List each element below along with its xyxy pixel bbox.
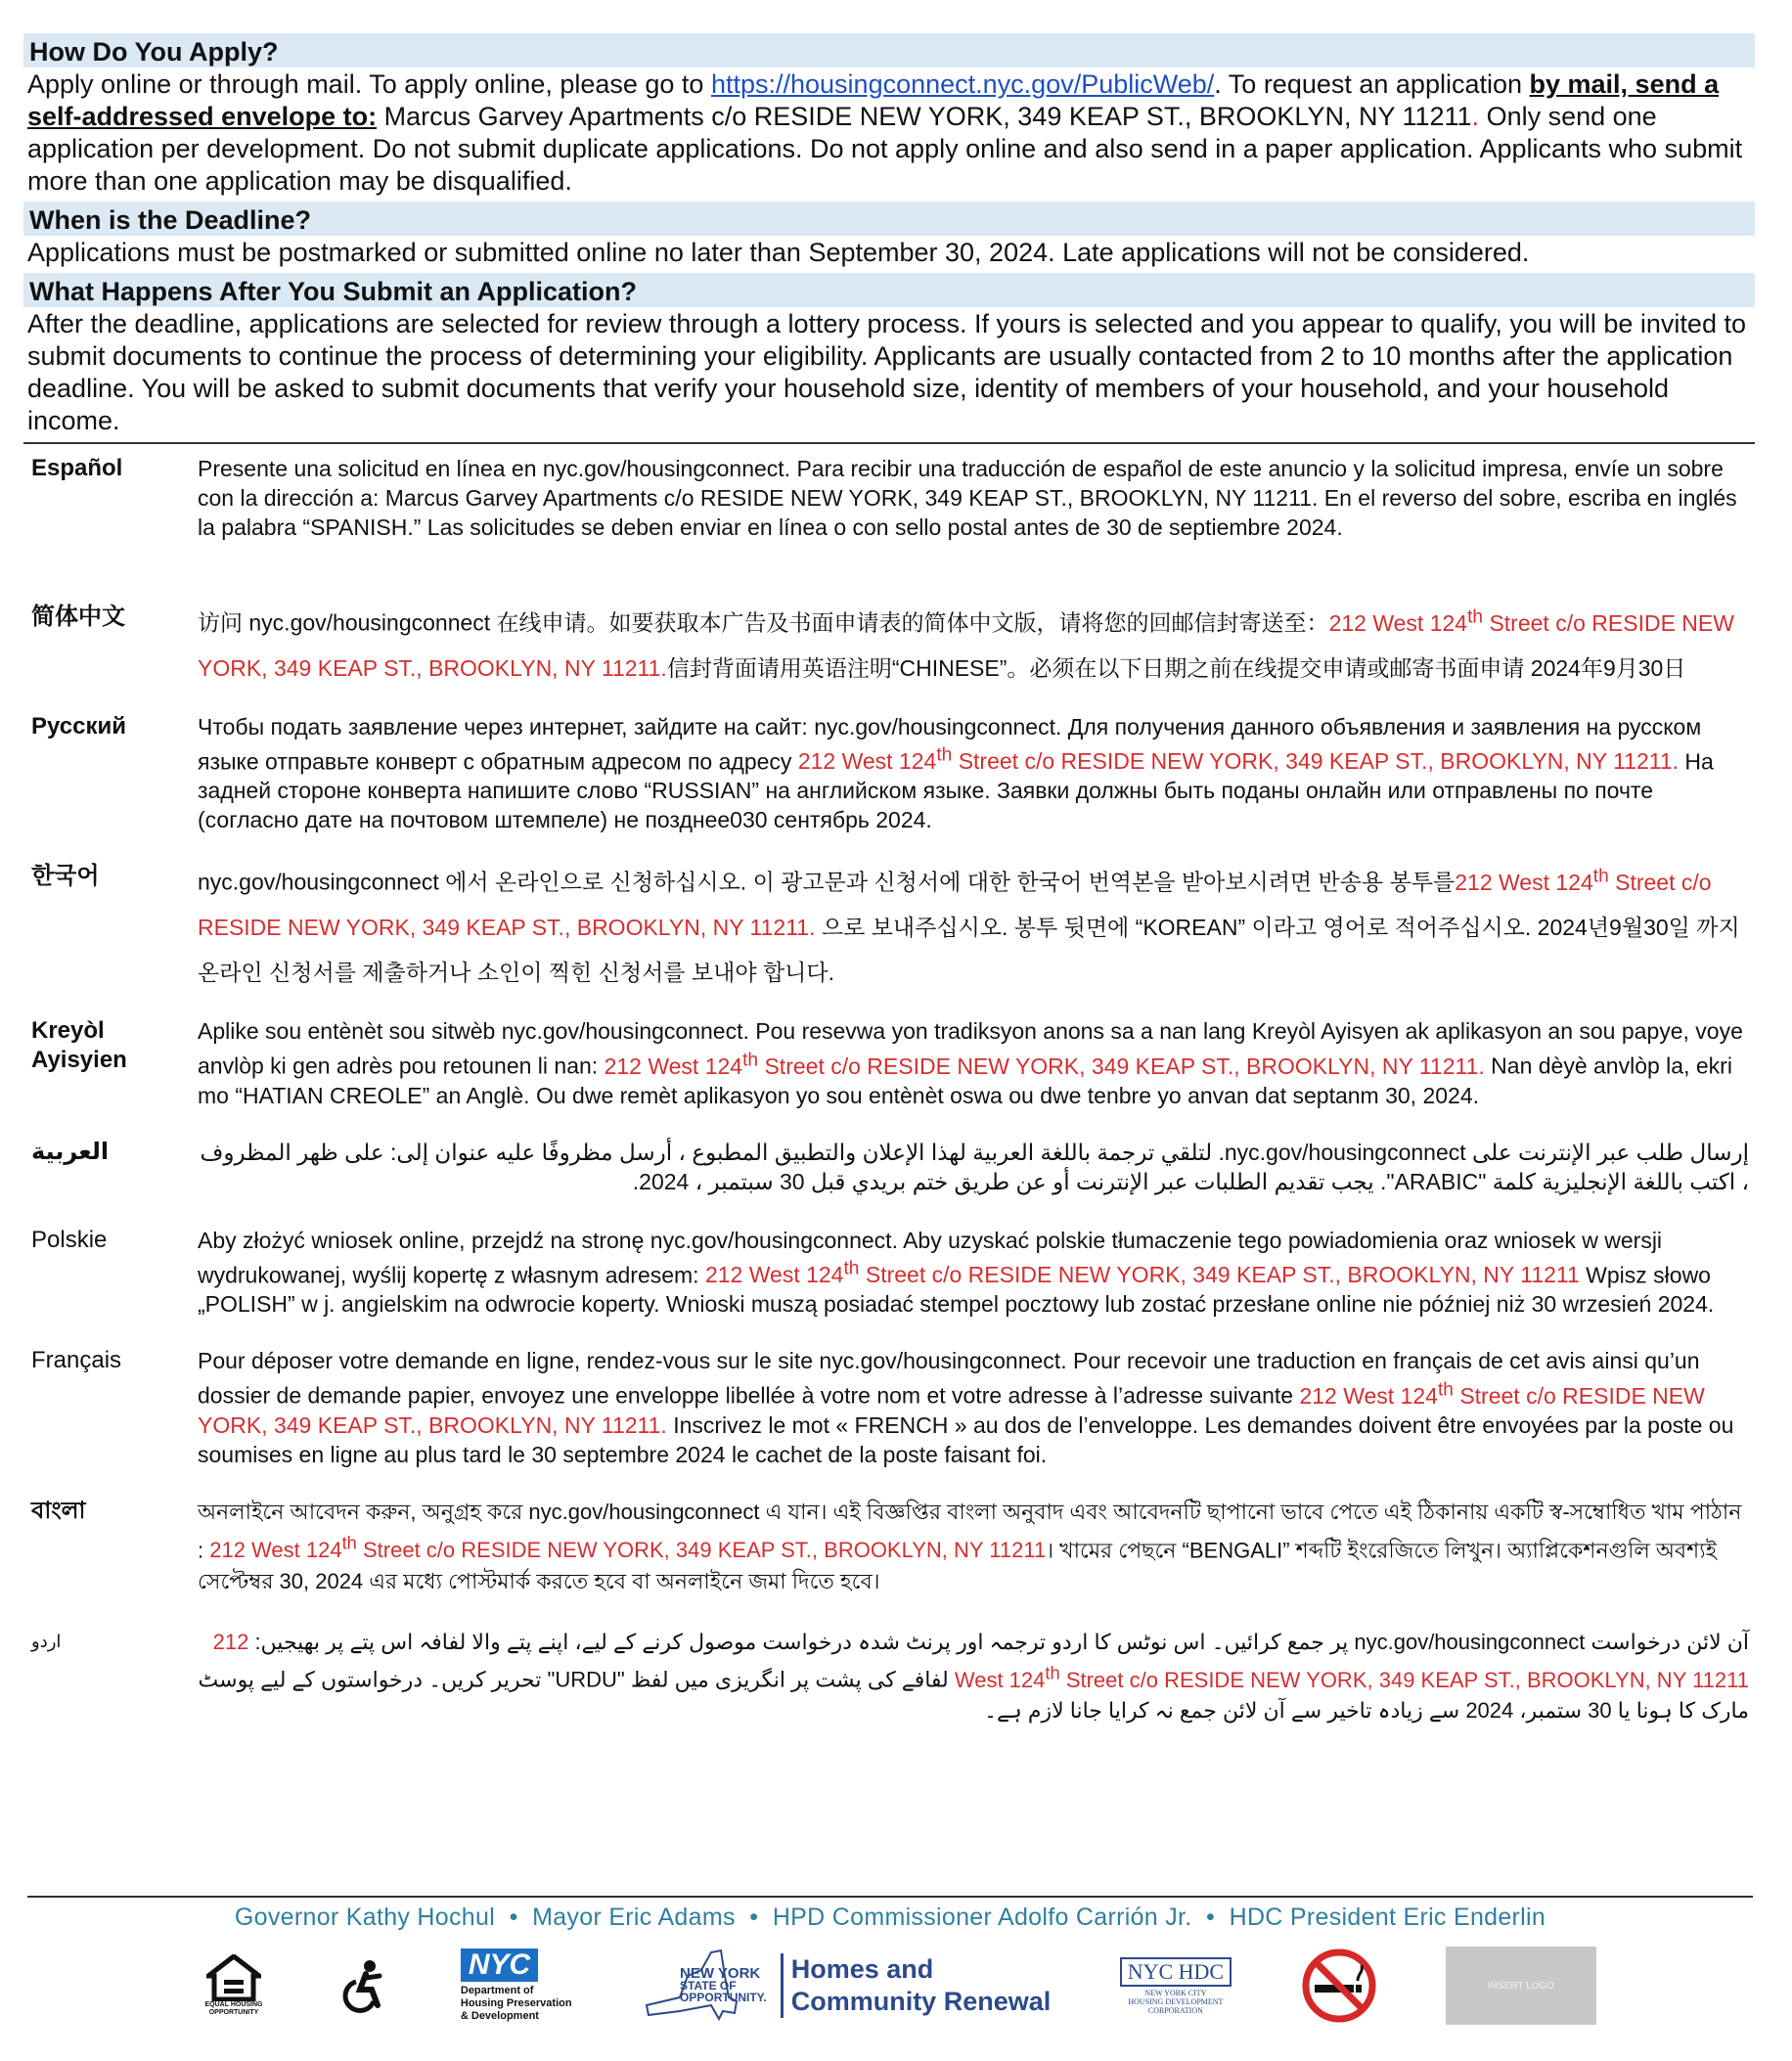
- governor-name: Governor Kathy Hochul: [234, 1904, 496, 1931]
- nys-text: NEW YORK STATE OF OPPORTUNITY.: [680, 1965, 767, 2004]
- lang-block-bengali: [23, 1497, 1755, 1597]
- nyc-wordmark: NYC: [461, 1949, 538, 1982]
- lang-name-creole: Kreyòl Ayisyien: [31, 1016, 127, 1073]
- polish-address: 212 West 124th Street c/o RESIDE NEW YORK, 349 KEAP ST., BROOKLYN, NY 11211: [704, 1258, 1580, 1288]
- lang-name-french: Français: [31, 1347, 122, 1374]
- russian-address: 212 West 124th Street c/o RESIDE NEW YORK, 349 KEAP ST., BROOKLYN, NY 11211.: [797, 744, 1680, 775]
- lang-block-spanish: [23, 454, 1755, 542]
- lang-text-chinese: 访问 nyc.gov/housingconnect 在线申请。如要获取本广告及书面申请表的简体中文版，请将您的回邮信封寄送至：212 West 124th Street c/o RESIDE NEW YORK, 349 KEAP ST., BROOKLYN, NY 11211.信封背面请用英语注明“CHINESE”。必须在以下日期之前在线提交申请或邮寄书面申请 2024年9月30日: [198, 606, 1734, 681]
- lang-name-russian: Русский: [31, 712, 126, 739]
- apply-address-dot: .: [1471, 102, 1480, 131]
- bengali-address: 212 West 124th Street c/o RESIDE NEW YORK, 349 KEAP ST., BROOKLYN, NY 11211: [209, 1532, 1047, 1563]
- apply-mail-intro: . To request an application: [1214, 69, 1530, 99]
- lang-block-urdu: [23, 1627, 1755, 1725]
- apply-heading: How Do You Apply?: [23, 33, 1755, 67]
- deadline-body: Applications must be postmarked or submitted online no later than September 30, 2024. Late applications will not be considered.: [27, 238, 1530, 267]
- no-smoking-icon: [1301, 1948, 1377, 2024]
- no-smoking-logo: [1301, 1948, 1377, 2024]
- nyc-hdc-logo: [1120, 1957, 1232, 2015]
- lang-text-creole: Aplike sou entènèt sou sitwèb nyc.gov/housingconnect. Pou resevwa yon tradiksyon anons sa a nan lang Kreyòl Ayisyen ak aplikasyon an sou papye, voye anvlòp ki gen adrès pou retounen li nan: 212 West 124th Street c/o RESIDE NEW YORK, 349 KEAP ST., BROOKLYN, NY 11211. Nan dèyè anvlòp la, ekri mo “HATIAN CREOLE” an Anglè. Ou dwe remèt aplikasyon yo sou entènèt oswa ou dwe tenbre yo anvan dat septanm 30, 2024.: [198, 1017, 1743, 1108]
- lang-text-polish: Aby złożyć wniosek online, przejdź na stronę nyc.gov/housingconnect. Aby uzyskać polskie tłumaczenie tego powiadomienia oraz wniosek w wersji wydrukowanej, wyślij kopertę z własnym adresem: 212 West 124th Street c/o RESIDE NEW YORK, 349 KEAP ST., BROOKLYN, NY 11211 Wpisz słowo „POLISH” w j. angielskim na odwrocie koperty. Wnioski muszą posiadać stempel pocztowy lub zostać przesłane online nie później niż 30 wrzesień 2024.: [198, 1227, 1715, 1318]
- hdc-wordmark: NYC HDC: [1120, 1957, 1232, 1987]
- lang-block-creole: [23, 1016, 1755, 1110]
- lang-name-korean: 한국어: [31, 863, 100, 890]
- lang-text-french: Pour déposer votre demande en ligne, rendez-vous sur le site nyc.gov/housingconnect. Pour recevoir une traduction en français de cet avis ainsi qu’un dossier de demande papier, envoyez une enveloppe libellée à votre nom et votre adresse à l’adresse suivante 212 West 124th Street c/o RESIDE NEW YORK, 349 KEAP ST., BROOKLYN, NY 11211. Inscrivez le mot « FRENCH » au dos de l’enveloppe. Les demandes doivent être envoyées par la poste ou soumises en ligne au plus tard le 30 septembre 2024 le cachet de la poste faisant foi.: [198, 1348, 1734, 1467]
- lang-name-chinese: 简体中文: [31, 604, 125, 630]
- apply-intro: Apply online or through mail. To apply online, please go to: [27, 69, 711, 99]
- lang-name-urdu: اردو: [31, 1632, 62, 1652]
- wheelchair-icon: [336, 1958, 391, 2013]
- insert-logo-placeholder: [1446, 1947, 1596, 2025]
- lang-text-russian: Чтобы подать заявление через интернет, зайдите на сайт: nyc.gov/housingconnect. Для получения данного объявления и заявления на русском языке отправьте конверт с обратным адресом по адресу 212 West 124th Street c/o RESIDE NEW YORK, 349 KEAP ST., BROOKLYN, NY 11211. На задней стороне конверта напишите слово “RUSSIAN” на английском языке. Заявки должны быть поданы онлайн или отправлены по почте (согласно дате на почтовом штемпеле) не позднее030 сентябрь 2024.: [198, 713, 1714, 833]
- lang-block-french: [23, 1346, 1755, 1469]
- logo-strip: [27, 1932, 1753, 2039]
- section-divider: [23, 442, 1755, 444]
- lang-block-polish: [23, 1226, 1755, 1320]
- korean-address: 212 West 124th Street c/o RESIDE NEW YORK, 349 KEAP ST., BROOKLYN, NY 11211.: [198, 866, 1712, 940]
- deadline-heading: When is the Deadline?: [23, 202, 1755, 236]
- equal-housing-logo: [200, 1954, 268, 2017]
- nyc-hpd-logo: [461, 1949, 572, 2023]
- apply-body: [23, 67, 1755, 198]
- hdc-president-name: HDC President Eric Enderlin: [1229, 1904, 1546, 1931]
- after-body: After the deadline, applications are selected for review through a lottery process. If yours is selected and you appear to qualify, you will be invited to submit documents to continue the process of determining your eligibility. Applicants are usually contacted from 2 to 10 months after the application deadline. You will be asked to submit documents that verify your household size, identity of members of your household, and your household income.: [27, 309, 1746, 435]
- equal-housing-text: EQUAL HOUSING OPPORTUNITY: [204, 2001, 263, 2016]
- chinese-address: 212 West 124th Street c/o RESIDE NEW YORK, 349 KEAP ST., BROOKLYN, NY 11211.: [198, 606, 1734, 681]
- notice-page: [23, 33, 1755, 1725]
- lang-text-arabic: إرسال طلب عبر الإنترنت على nyc.gov/housingconnect. لتلقي ترجمة باللغة العربية لهذا الإعلان والتطبيق المطبوع ، أرسل مظروفًا عليه عنوان إلى: على ظهر المظروف ، اكتب باللغة الإنجليزية كلمة "ARABIC". يجب تقديم الطلبات عبر الإنترنت أو عن طريق ختم بريدي قبل 30 سبتمبر ، 2024.: [200, 1139, 1749, 1194]
- hpd-commissioner-name: HPD Commissioner Adolfo Carrión Jr.: [772, 1904, 1192, 1931]
- creole-address: 212 West 124th Street c/o RESIDE NEW YORK, 349 KEAP ST., BROOKLYN, NY 11211.: [604, 1049, 1485, 1079]
- officials-line: Governor Kathy Hochul • Mayor Eric Adams • HPD Commissioner Adolfo Carrión Jr. • HDC President Eric Enderlin: [234, 1904, 1546, 1931]
- apply-mail-instruction: by mail, send a self-addressed envelope to:: [27, 69, 1720, 131]
- footer: [27, 1896, 1753, 2039]
- lang-block-korean: [23, 862, 1755, 995]
- insert-logo-text: INSERT LOGO: [1446, 1947, 1596, 2025]
- housing-connect-link[interactable]: https://housingconnect.nyc.gov/PublicWeb/: [710, 69, 1215, 99]
- apply-address: Marcus Garvey Apartments c/o RESIDE NEW YORK, 349 KEAP ST., BROOKLYN, NY 11211: [377, 102, 1472, 131]
- lang-text-korean: nyc.gov/housingconnect 에서 온라인으로 신청하십시오. 이 광고문과 신청서에 대한 한국어 번역본을 받아보시려면 반송용 봉투를212 West 124th Street c/o RESIDE NEW YORK, 349 KEAP ST., BROOKLYN, NY 11211. 으로 보내주십시오. 봉투 뒷면에 “KOREAN” 이라고 영어로 적어주십시오. 2024년9월30일 까지 온라인 신청서를 제출하거나 소인이 찍힌 신청서를 보내야 합니다.: [198, 866, 1740, 985]
- lang-text-spanish: Presente una solicitud en línea en nyc.gov/housingconnect. Para recibir una traducción de español de este anuncio y la solicitud impresa, envíe un sobre con la dirección a: Marcus Garvey Apartments c/o RESIDE NEW YORK, 349 KEAP ST., BROOKLYN, NY 11211. En el reverso del sobre, escriba en inglés la palabra “SPANISH.” Las solicitudes se deben enviar en línea o con sello postal antes de 30 de septiembre 2024.: [198, 456, 1737, 540]
- accessibility-logo: [336, 1958, 391, 2013]
- lang-name-polish: Polskie: [31, 1226, 108, 1253]
- hdc-text: NEW YORK CITY HOUSING DEVELOPMENT CORPORATION: [1128, 1988, 1224, 2015]
- lang-name-spanish: Español: [31, 455, 123, 481]
- lang-block-chinese: [23, 603, 1755, 691]
- lang-block-russian: [23, 712, 1755, 835]
- house-icon: [206, 1954, 261, 2001]
- lang-name-bengali: বাংলা: [31, 1497, 86, 1524]
- hpd-department-text: Department of Housing Preservation & Development: [460, 1985, 572, 2022]
- hcr-text: Homes and Community Renewal: [781, 1953, 1052, 2018]
- mayor-name: Mayor Eric Adams: [532, 1904, 736, 1931]
- lang-name-arabic: العربية: [31, 1138, 110, 1165]
- after-heading: What Happens After You Submit an Application?: [23, 273, 1755, 307]
- lang-text-urdu: آن لائن درخواست nyc.gov/housingconnect پر جمع کرائیں۔ اس نوٹس کا اردو ترجمہ اور پرنٹ شدہ درخواست موصول کرنے کے لیے، اپنے پتے والا لفافہ اس پتے پر بھیجیں: 212 West 124th Street c/o RESIDE NEW YORK, 349 KEAP ST., BROOKLYN, NY 11211 لفافے کی پشت پر انگریزی میں لفظ "URDU" تحریر کریں۔ درخواستوں کے لیے پوسٹ مارک کا ہونا یا 30 ستمبر، 2024 سے زیادہ تاخیر سے آن لائن جمع نہ کرایا جانا لازم ہے۔: [198, 1630, 1749, 1723]
- lang-block-arabic: [23, 1138, 1755, 1196]
- urdu-address: 212 West 124th Street c/o RESIDE NEW YORK, 349 KEAP ST., BROOKLYN, NY 11211: [212, 1630, 1749, 1692]
- apply-rules: Only send one application per development. Do not submit duplicate applications. Do not apply online and also send in a paper application. Applicants who submit more than one application may be disqualified.: [27, 102, 1743, 196]
- nys-hcr-logo: [641, 1947, 1051, 2025]
- french-address: 212 West 124th Street c/o RESIDE NEW YORK, 349 KEAP ST., BROOKLYN, NY 11211.: [198, 1379, 1705, 1438]
- lang-text-bengali: অনলাইনে আবেদন করুন, অনুগ্রহ করে nyc.gov/housingconnect এ যান। এই বিজ্ঞপ্তির বাংলা অনুবাদ এবং আবেদনটি ছাপানো ভাবে পেতে এই ঠিকানায় একটি স্ব-সম্বোধিত খাম পাঠান : 212 West 124th Street c/o RESIDE NEW YORK, 349 KEAP ST., BROOKLYN, NY 11211। খামের পেছনে “BENGALI” শব্দটি ইংরেজিতে লিখুন। অ্যাপ্লিকেশনগুলি অবশ্যই সেপ্টেম্বর 30, 2024 এর মধ্যে পোস্টমার্ক করতে হবে বা অনলাইনে জমা দিতে হবে।: [198, 1499, 1742, 1594]
